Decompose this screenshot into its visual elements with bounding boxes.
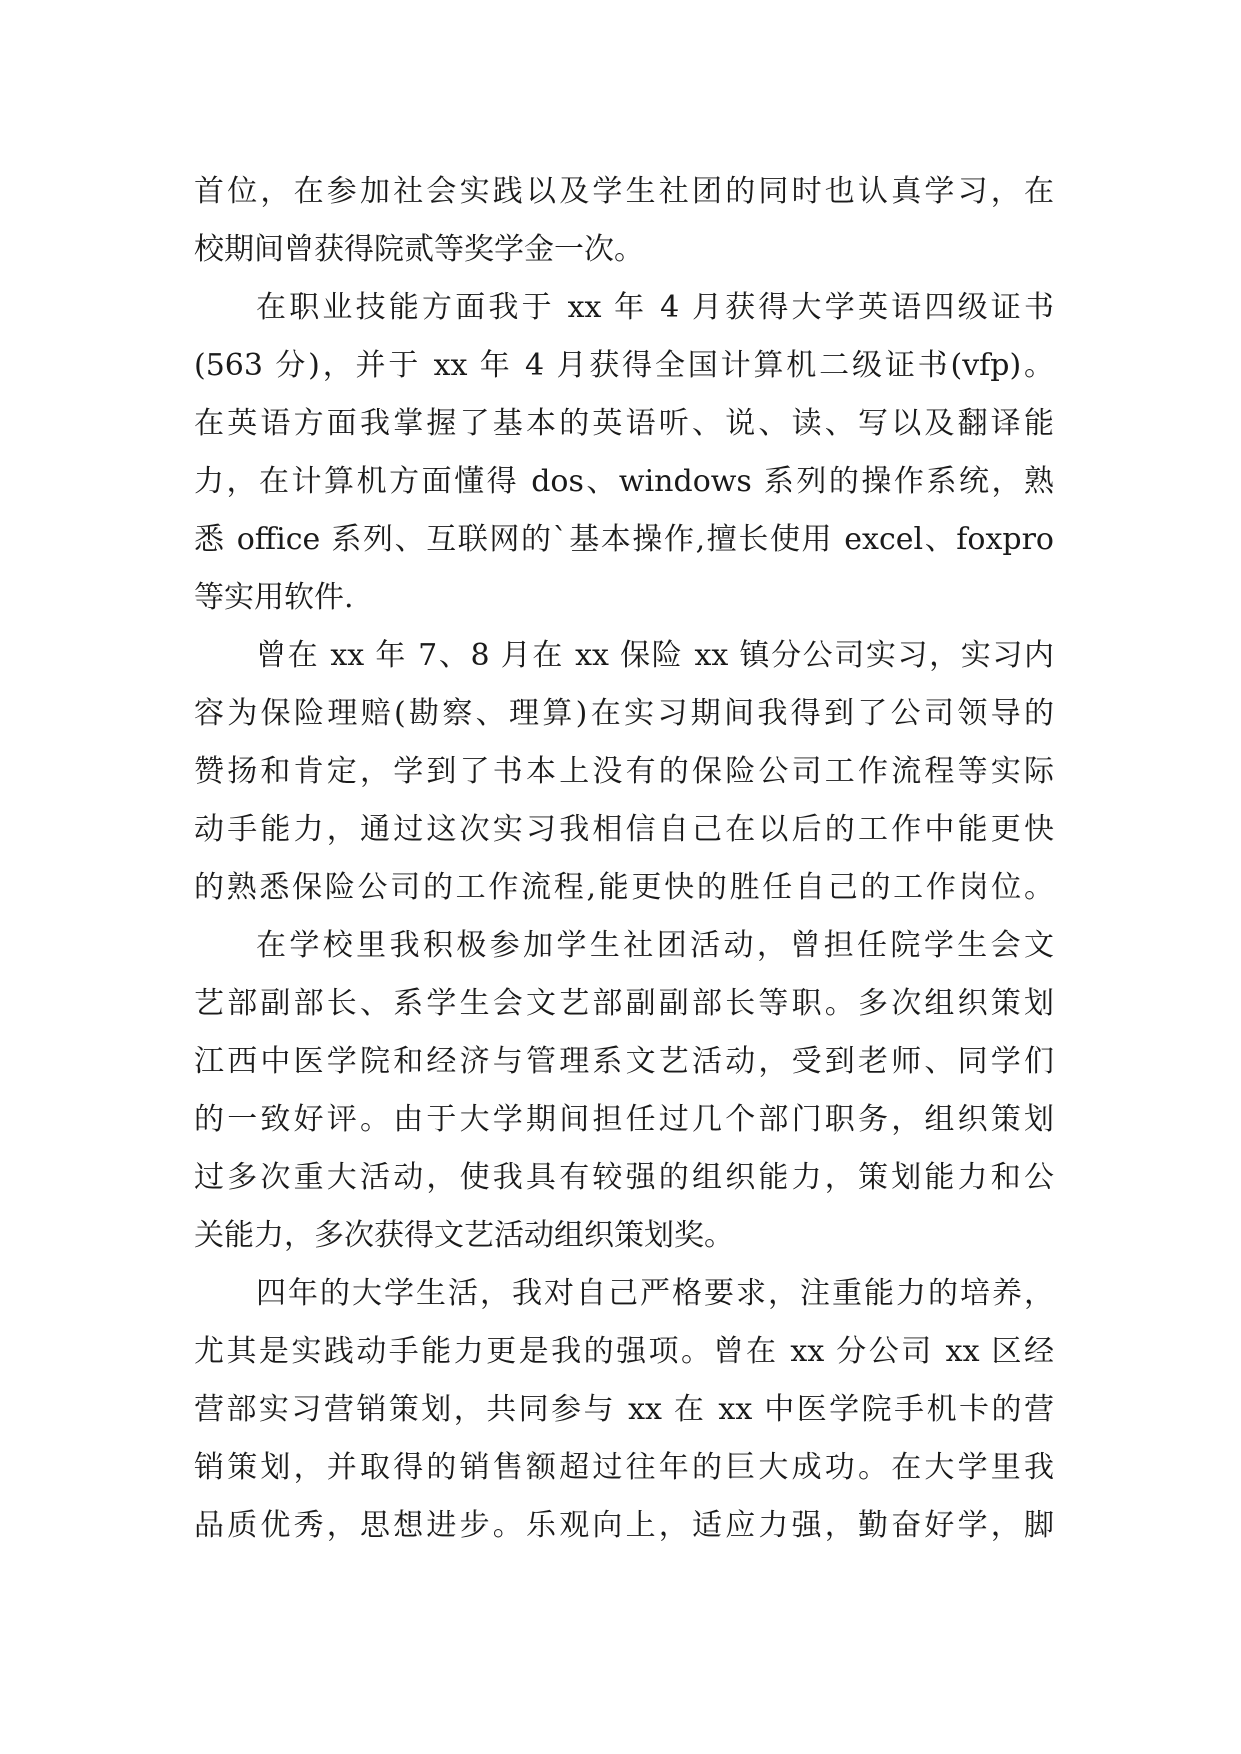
text-line: 曾在 xx 年 7、8 月在 xx 保险 xx 镇分公司实习，实习内 bbox=[256, 638, 1054, 673]
text-line: 悉 office 系列、互联网的`基本操作,擅长使用 excel、foxpro bbox=[194, 522, 1054, 557]
text-line: 首位，在参加社会实践以及学生社团的同时也认真学习，在 bbox=[194, 174, 1054, 209]
text-line: 力，在计算机方面懂得 dos、windows 系列的操作系统，熟 bbox=[194, 464, 1054, 499]
text-line: 的一致好评。由于大学期间担任过几个部门职务，组织策划 bbox=[194, 1102, 1054, 1137]
text-line: 销策划，并取得的销售额超过往年的巨大成功。在大学里我 bbox=[194, 1450, 1054, 1485]
text-line: (563 分)，并于 xx 年 4 月获得全国计算机二级证书(vfp)。 bbox=[194, 348, 1054, 383]
body-text bbox=[194, 163, 1054, 1555]
text-line: 在学校里我积极参加学生社团活动，曾担任院学生会文 bbox=[256, 928, 1054, 963]
text-line: 的熟悉保险公司的工作流程,能更快的胜任自己的工作岗位。 bbox=[194, 870, 1054, 905]
text-line: 动手能力，通过这次实习我相信自己在以后的工作中能更快 bbox=[194, 812, 1054, 847]
text-line: 关能力，多次获得文艺活动组织策划奖。 bbox=[194, 1218, 734, 1253]
text-line: 江西中医学院和经济与管理系文艺活动，受到老师、同学们 bbox=[194, 1044, 1054, 1079]
text-line: 过多次重大活动，使我具有较强的组织能力，策划能力和公 bbox=[194, 1160, 1054, 1195]
text-line: 营部实习营销策划，共同参与 xx 在 xx 中医学院手机卡的营 bbox=[194, 1392, 1054, 1427]
text-line: 艺部副部长、系学生会文艺部副副部长等职。多次组织策划 bbox=[194, 986, 1054, 1021]
text-line: 容为保险理赔(勘察、理算)在实习期间我得到了公司领导的 bbox=[194, 696, 1054, 731]
text-line: 四年的大学生活，我对自己严格要求，注重能力的培养， bbox=[256, 1276, 1054, 1311]
text-line: 校期间曾获得院贰等奖学金一次。 bbox=[194, 232, 644, 267]
text-line: 品质优秀，思想进步。乐观向上，适应力强，勤奋好学，脚 bbox=[194, 1508, 1054, 1543]
text-line: 赞扬和肯定，学到了书本上没有的保险公司工作流程等实际 bbox=[194, 754, 1054, 789]
text-line: 等实用软件. bbox=[194, 580, 354, 615]
text-line: 在英语方面我掌握了基本的英语听、说、读、写以及翻译能 bbox=[194, 406, 1054, 441]
text-line: 在职业技能方面我于 xx 年 4 月获得大学英语四级证书 bbox=[256, 290, 1054, 325]
text-line: 尤其是实践动手能力更是我的强项。曾在 xx 分公司 xx 区经 bbox=[194, 1334, 1054, 1369]
